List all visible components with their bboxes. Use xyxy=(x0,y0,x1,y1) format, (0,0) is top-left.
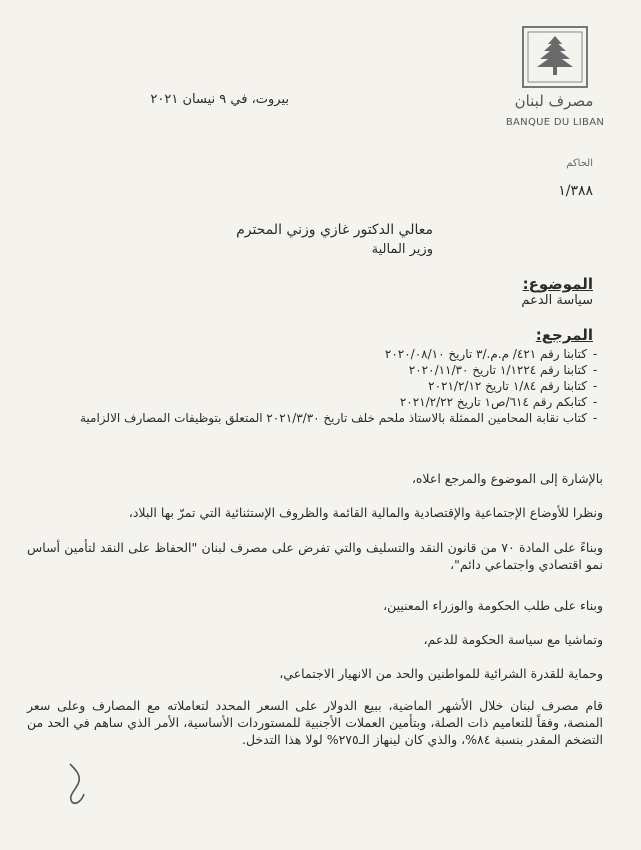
addressee-title: وزير المالية xyxy=(371,242,433,257)
handwritten-signature-mark xyxy=(62,760,92,808)
cedar-tree-icon xyxy=(522,26,588,88)
body-paragraph: وبناءً على المادة ٧٠ من قانون النقد والتسليف والتي تفرض على مصرف لبنان "الحفاظ على النقد لتأمين أساس نمو اقتصادي واجتماعي دائم"، xyxy=(27,540,604,572)
body-paragraph: وحماية للقدرة الشرائية للمواطنين والحد من الانهيار الاجتماعي، xyxy=(279,666,603,681)
references-list xyxy=(23,346,603,426)
addressee-name: معالي الدكتور غازي وزني المحترم xyxy=(236,222,433,238)
bank-name-arabic: مصرف لبنان xyxy=(514,92,594,110)
body-paragraph: قام مصرف لبنان خلال الأشهر الماضية، ببيع الدولار على السعر المحدد لتعاملاته مع المصارف وعلى سعر المنصة، وفقاً للتعاميم ذات الصلة، وبتأمين العملات الأجنبية للمستوردات الأساسية، الأمر الذي ساهم في الحد من التضخم المقدر بنسبة ٨٤%، والذي كان لينهاز الـ٢٧٥% لولا هذا التدخل. xyxy=(27,698,603,747)
subject-heading: الموضوع: xyxy=(522,275,593,293)
body-paragraph: بالإشارة إلى الموضوع والمرجع اعلاه، xyxy=(411,471,603,486)
subject-value: سياسة الدعم xyxy=(521,293,593,308)
body-paragraph: وبناء على طلب الحكومة والوزراء المعنيين، xyxy=(383,598,603,613)
references-heading: المرجع: xyxy=(535,326,593,344)
office-label: الحاكم xyxy=(566,158,593,169)
body-paragraph: وتماشيا مع سياسة الحكومة للدعم، xyxy=(423,632,603,647)
reference-number: ١/٣٨٨ xyxy=(558,183,593,199)
reference-item: - كتابكم رقم ٦١٤/ص١ تاريخ ٢٠٢١/٢/٢٢ xyxy=(399,395,598,409)
reference-item: - كتاب نقابة المحامين الممثلة بالاستاذ ملحم خلف تاريخ ٢٠٢١/٣/٣٠ المتعلق بتوظيفات المصارف الالزامية xyxy=(79,411,598,425)
bank-name-french: BANQUE DU LIBAN xyxy=(505,117,605,128)
reference-item: - كتابنا رقم ٤٢١/ م.م./٣ تاريخ ٢٠٢٠/٠٨/١٠ xyxy=(384,347,598,361)
reference-item: - كتابنا رقم ١/١٢٢٤ تاريخ ٢٠٢٠/١١/٣٠ xyxy=(408,363,598,377)
reference-item: - كتابنا رقم ١/٨٤ تاريخ ٢٠٢١/٢/١٢ xyxy=(428,379,598,393)
date-line: بيروت، في ٩ نيسان ٢٠٢١ xyxy=(150,92,289,107)
body-paragraph: ونظرا للأوضاع الإجتماعية والإقتصادية والمالية القائمة والظروف الإستثنائية التي تمرّ بها البلاد، xyxy=(128,505,603,520)
bank-logo xyxy=(522,26,588,88)
